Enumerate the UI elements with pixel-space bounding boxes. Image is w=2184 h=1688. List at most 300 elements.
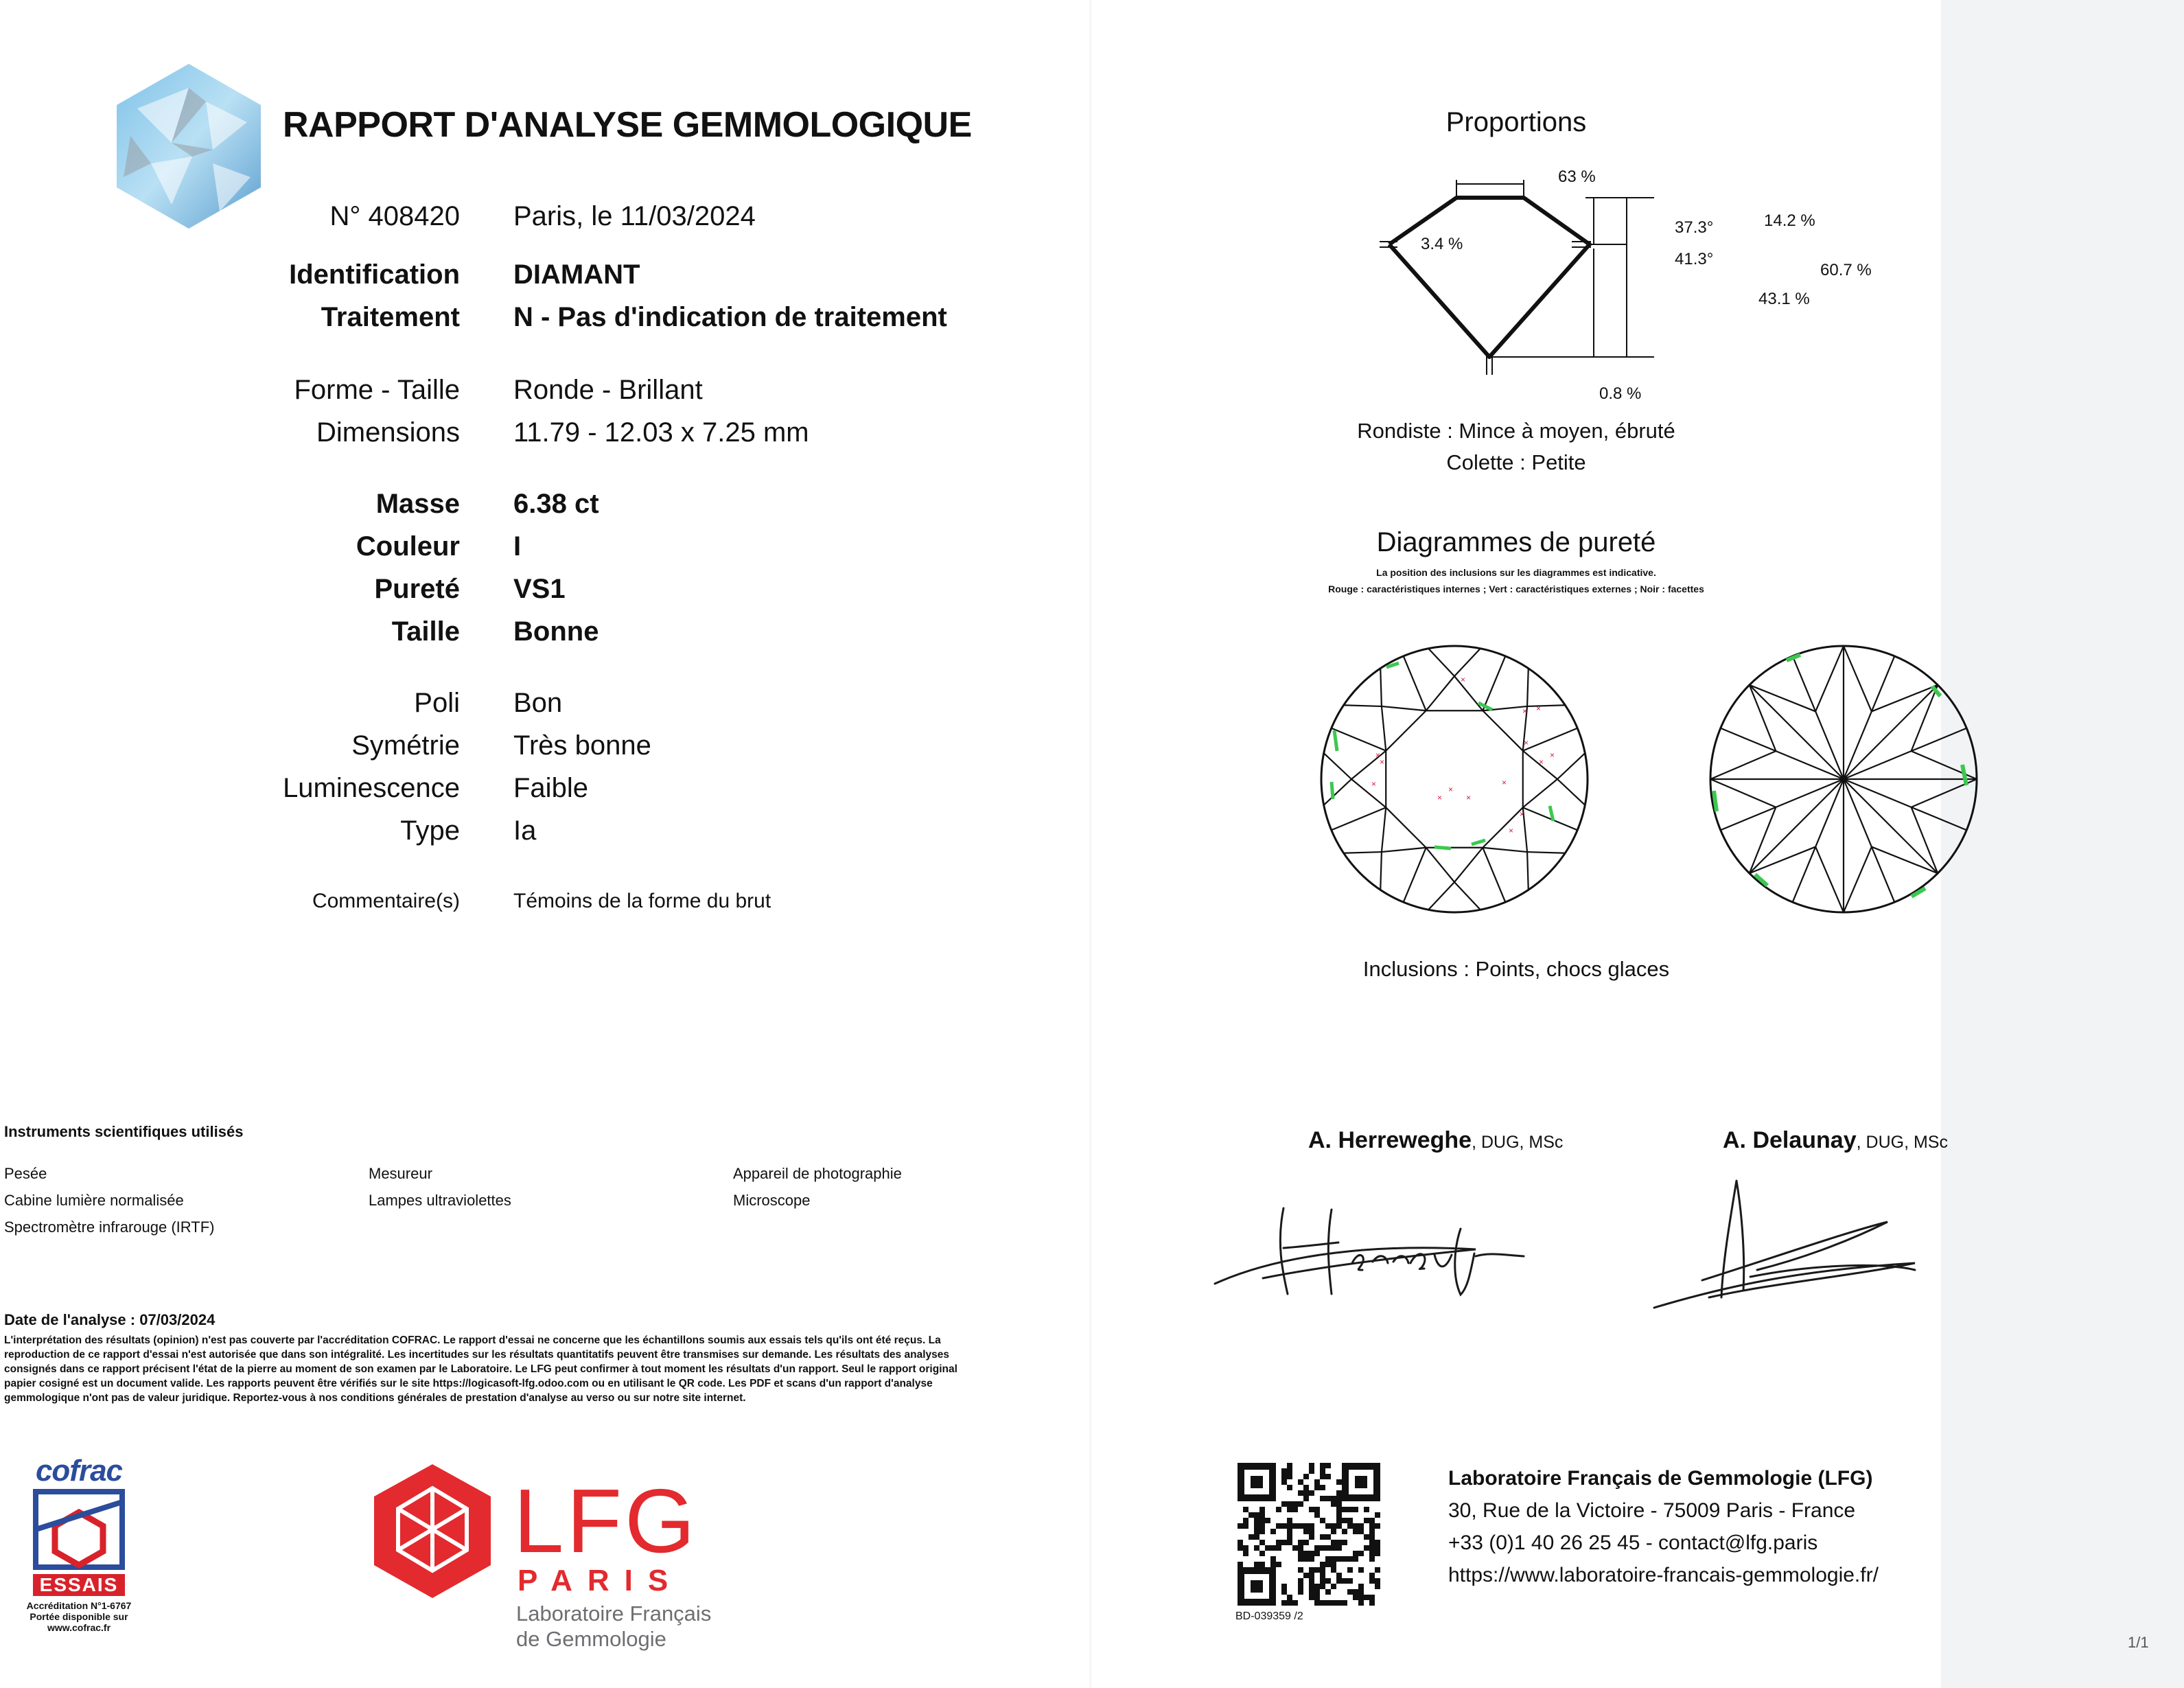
qr-module xyxy=(1320,1584,1325,1589)
qr-module xyxy=(1254,1545,1259,1551)
field-label: Pureté xyxy=(374,574,460,604)
qr-module xyxy=(1254,1529,1259,1534)
qr-module xyxy=(1287,1518,1292,1523)
field-value: Ia xyxy=(513,816,537,846)
qr-module xyxy=(1347,1523,1353,1529)
qr-module xyxy=(1325,1545,1331,1551)
qr-module xyxy=(1254,1534,1259,1540)
qr-module xyxy=(1259,1518,1265,1523)
qr-module xyxy=(1292,1507,1298,1512)
field-value: VS1 xyxy=(513,574,566,604)
crown-angle: 37.3° xyxy=(1675,218,1714,237)
upper-girdle-edge xyxy=(1557,779,1585,805)
field-value: 6.38 ct xyxy=(513,489,599,519)
qr-module xyxy=(1375,1523,1380,1529)
qr-module xyxy=(1320,1578,1325,1584)
qr-module xyxy=(1347,1578,1353,1584)
cofrac-essais-badge: ESSAIS xyxy=(33,1574,125,1596)
qr-module xyxy=(1281,1468,1287,1474)
qr-module xyxy=(1331,1567,1336,1573)
qr-reference: BD-039359 /2 xyxy=(1235,1610,1303,1622)
qr-module xyxy=(1336,1512,1342,1518)
lab-address: 30, Rue de la Victoire - 75009 Paris - France xyxy=(1448,1499,1856,1522)
internal-inclusion-mark: × xyxy=(1448,785,1454,794)
qr-module xyxy=(1276,1523,1281,1529)
upper-girdle-edge xyxy=(1454,649,1480,676)
qr-module xyxy=(1375,1567,1380,1573)
qr-module xyxy=(1303,1540,1309,1545)
qr-module xyxy=(1369,1545,1375,1551)
qr-module xyxy=(1336,1545,1342,1551)
lfg-hexagon-logo-icon xyxy=(371,1461,494,1602)
girdle-description: Rondiste : Mince à moyen, ébruté xyxy=(1357,419,1675,443)
external-inclusion-mark xyxy=(1787,655,1800,660)
star-facet-edge xyxy=(1426,676,1454,710)
qr-module xyxy=(1270,1556,1276,1562)
upper-girdle-edge xyxy=(1454,882,1480,910)
internal-inclusion-mark: × xyxy=(1509,826,1514,835)
star-facet-edge xyxy=(1523,779,1557,807)
report-left-page xyxy=(0,0,1091,1688)
instrument-item: Cabine lumière normalisée xyxy=(4,1192,184,1209)
internal-inclusion-mark: × xyxy=(1520,809,1525,819)
upper-girdle-edge xyxy=(1324,753,1351,779)
table-facet-edge xyxy=(1483,710,1522,750)
instrument-item: Appareil de photographie xyxy=(733,1165,902,1182)
lfg-name-line: Laboratoire Français xyxy=(516,1602,712,1626)
report-title: RAPPORT D'ANALYSE GEMMOLOGIQUE xyxy=(283,105,972,145)
upper-girdle-edge xyxy=(1324,779,1351,805)
qr-module xyxy=(1353,1507,1358,1512)
qr-module xyxy=(1254,1512,1259,1518)
qr-module xyxy=(1309,1567,1314,1573)
instrument-item: Mesureur xyxy=(369,1165,432,1182)
qr-module xyxy=(1292,1501,1298,1507)
qr-module xyxy=(1336,1573,1342,1578)
qr-module xyxy=(1320,1600,1325,1606)
qr-module xyxy=(1358,1595,1364,1600)
qr-module xyxy=(1353,1551,1358,1556)
qr-module xyxy=(1248,1512,1254,1518)
qr-module xyxy=(1314,1507,1320,1512)
external-inclusion-mark xyxy=(1962,765,1966,785)
qr-module xyxy=(1309,1534,1314,1540)
qr-module xyxy=(1358,1523,1364,1529)
qr-module xyxy=(1358,1529,1364,1534)
report-right-page xyxy=(1091,0,1948,1688)
upper-girdle-edge xyxy=(1380,669,1382,706)
kite-facet-edge xyxy=(1404,656,1426,710)
lfg-city: PARIS xyxy=(518,1564,684,1597)
disclaimer-line: L'interprétation des résultats (opinion) n'est pas couverte par l'accréditation COFRAC. Le rapport d'essai ne concerne que les échantillons soumis aux essais tels qu'ils ont été reçus. La xyxy=(4,1334,941,1346)
qr-module xyxy=(1259,1529,1265,1534)
girdle-thickness: 3.4 % xyxy=(1421,235,1463,253)
cofrac-site: www.cofrac.fr xyxy=(47,1622,111,1633)
qr-module xyxy=(1358,1567,1364,1573)
qr-module xyxy=(1303,1551,1309,1556)
field-value: Bon xyxy=(513,688,563,718)
qr-module xyxy=(1303,1490,1309,1496)
field-value: Très bonne xyxy=(513,730,651,761)
table-facet-edge xyxy=(1386,807,1426,847)
upper-girdle-edge xyxy=(1428,882,1454,910)
external-inclusion-mark xyxy=(1334,730,1337,751)
qr-module xyxy=(1298,1540,1303,1545)
qr-module xyxy=(1287,1468,1292,1474)
culet-description: Colette : Petite xyxy=(1446,450,1586,474)
field-label: Dimensions xyxy=(316,417,460,448)
qr-module xyxy=(1270,1562,1276,1567)
qr-module xyxy=(1369,1540,1375,1545)
table-percentage: 63 % xyxy=(1558,167,1596,186)
qr-module xyxy=(1314,1589,1320,1595)
signatory-title: , DUG, MSc xyxy=(1856,1133,1948,1152)
qr-module xyxy=(1331,1501,1336,1507)
internal-inclusion-mark: × xyxy=(1502,778,1507,787)
qr-module xyxy=(1309,1507,1314,1512)
qr-module xyxy=(1347,1507,1353,1512)
instrument-item: Microscope xyxy=(733,1192,811,1209)
table-facet-edge xyxy=(1483,807,1525,847)
qr-module xyxy=(1336,1496,1342,1501)
qr-module xyxy=(1254,1518,1259,1523)
qr-module xyxy=(1298,1551,1303,1556)
qr-module xyxy=(1276,1540,1281,1545)
field-value: Faible xyxy=(513,773,588,803)
qr-module xyxy=(1369,1600,1375,1606)
lab-phone-email: +33 (0)1 40 26 25 45 - contact@lfg.paris xyxy=(1448,1531,1818,1554)
qr-module xyxy=(1281,1584,1287,1589)
qr-module xyxy=(1303,1529,1309,1534)
qr-module xyxy=(1325,1589,1331,1595)
qr-module xyxy=(1298,1545,1303,1551)
qr-module xyxy=(1248,1534,1254,1540)
qr-module xyxy=(1336,1507,1342,1512)
qr-module xyxy=(1336,1540,1342,1545)
qr-module xyxy=(1287,1540,1292,1545)
signature-herreweghe xyxy=(1201,1181,1585,1304)
qr-module xyxy=(1314,1485,1320,1490)
qr-module xyxy=(1325,1556,1331,1562)
qr-module xyxy=(1320,1545,1325,1551)
qr-module xyxy=(1259,1512,1265,1518)
qr-module xyxy=(1254,1523,1259,1529)
lower-girdle-edge xyxy=(1912,751,1977,779)
qr-module xyxy=(1292,1523,1298,1529)
star-facet-edge xyxy=(1351,779,1386,807)
kite-facet-edge xyxy=(1483,656,1505,710)
inclusions-description: Inclusions : Points, chocs glaces xyxy=(1362,957,1670,981)
upper-girdle-edge xyxy=(1344,852,1382,853)
disclaimer-line: gemmologique n'ont pas de valeur juridique. Reportez-vous à nos conditions générales de prestation d'analyse au verso ou sur notre site internet. xyxy=(4,1392,746,1404)
qr-module xyxy=(1287,1463,1292,1468)
cofrac-scope: Portée disponible sur xyxy=(30,1611,128,1622)
qr-module xyxy=(1347,1556,1353,1562)
qr-module xyxy=(1364,1507,1369,1512)
qr-module xyxy=(1369,1518,1375,1523)
qr-module xyxy=(1281,1501,1287,1507)
upper-girdle-edge xyxy=(1344,705,1382,706)
qr-module xyxy=(1331,1540,1336,1545)
qr-module xyxy=(1358,1600,1364,1606)
internal-inclusion-mark: × xyxy=(1380,757,1385,767)
crown-height: 14.2 % xyxy=(1764,211,1815,230)
qr-module xyxy=(1320,1562,1325,1567)
external-inclusion-mark xyxy=(1434,847,1451,848)
lfg-wordmark: LFG xyxy=(513,1470,698,1571)
qr-module xyxy=(1238,1523,1243,1529)
table-facet-edge xyxy=(1386,710,1426,750)
qr-module xyxy=(1243,1545,1248,1551)
qr-module xyxy=(1298,1567,1303,1573)
kite-facet-edge xyxy=(1523,728,1577,751)
kite-facet-edge xyxy=(1404,848,1426,902)
qr-module xyxy=(1314,1584,1320,1589)
qr-module xyxy=(1342,1518,1347,1523)
disclaimer-line: consignés dans ce rapport précisent l'état de la pierre au moment de son examen par le Laboratoire. Le LFG peut confirmer à tout moment les résultats d'un rapport. Seul le rapport original xyxy=(4,1363,957,1375)
signatory-2 xyxy=(1723,1127,1948,1154)
qr-module xyxy=(1342,1507,1347,1512)
qr-module xyxy=(1320,1534,1325,1540)
qr-module xyxy=(1298,1556,1303,1562)
qr-module xyxy=(1265,1545,1270,1551)
qr-module xyxy=(1331,1496,1336,1501)
field-label: Traitement xyxy=(321,302,460,332)
qr-module xyxy=(1353,1529,1358,1534)
qr-module xyxy=(1336,1490,1342,1496)
qr-module xyxy=(1298,1523,1303,1529)
instruments-col-3 xyxy=(733,1160,902,1214)
qr-module xyxy=(1259,1507,1265,1512)
pavilion-main-edge xyxy=(1844,685,1938,779)
qr-module xyxy=(1292,1545,1298,1551)
pavilion-main-edge xyxy=(1750,685,1844,779)
qr-module xyxy=(1298,1501,1303,1507)
qr-module xyxy=(1254,1562,1259,1567)
qr-module xyxy=(1243,1507,1248,1512)
qr-module xyxy=(1369,1556,1375,1562)
qr-module xyxy=(1259,1540,1265,1545)
qr-module xyxy=(1287,1529,1292,1534)
proportions-title: Proportions xyxy=(1445,107,1587,137)
qr-module xyxy=(1314,1551,1320,1556)
internal-inclusion-mark: × xyxy=(1375,750,1381,760)
qr-module xyxy=(1314,1567,1320,1573)
qr-code-icon[interactable] xyxy=(1235,1461,1382,1608)
qr-module xyxy=(1287,1600,1292,1606)
kite-facet-edge xyxy=(1332,728,1386,751)
internal-inclusion-mark: × xyxy=(1466,793,1472,802)
upper-girdle-edge xyxy=(1557,753,1585,779)
qr-module xyxy=(1358,1584,1364,1589)
qr-module xyxy=(1287,1485,1292,1490)
field-label: Symétrie xyxy=(351,730,460,761)
qr-module xyxy=(1331,1545,1336,1551)
report-number: N° 408420 xyxy=(329,201,460,231)
qr-module xyxy=(1331,1523,1336,1529)
upper-girdle-edge xyxy=(1527,705,1565,706)
qr-module xyxy=(1309,1551,1314,1556)
qr-module xyxy=(1336,1523,1342,1529)
qr-module xyxy=(1281,1540,1287,1545)
signatory-name: A. Herreweghe xyxy=(1308,1127,1472,1153)
internal-inclusion-mark: × xyxy=(1522,706,1528,716)
qr-module xyxy=(1276,1507,1281,1512)
qr-module xyxy=(1309,1463,1314,1468)
qr-module xyxy=(1314,1479,1320,1485)
field-value: DIAMANT xyxy=(513,259,640,290)
qr-module xyxy=(1331,1556,1336,1562)
qr-module xyxy=(1303,1556,1309,1562)
qr-module xyxy=(1320,1468,1325,1474)
total-depth: 60.7 % xyxy=(1820,261,1872,279)
field-label: Type xyxy=(400,816,460,846)
qr-module xyxy=(1303,1474,1309,1479)
qr-module xyxy=(1292,1600,1298,1606)
instrument-item: Lampes ultraviolettes xyxy=(369,1192,511,1209)
total-depth-arrow xyxy=(1585,192,1654,364)
qr-module xyxy=(1336,1600,1342,1606)
qr-module xyxy=(1243,1518,1248,1523)
qr-module xyxy=(1238,1562,1243,1567)
qr-module xyxy=(1309,1468,1314,1474)
field-value: Ronde - Brillant xyxy=(513,375,703,405)
lab-website[interactable]: https://www.laboratoire-francais-gemmologie.fr/ xyxy=(1448,1564,1879,1586)
qr-module xyxy=(1276,1545,1281,1551)
qr-module xyxy=(1353,1523,1358,1529)
instrument-item: Pesée xyxy=(4,1165,47,1182)
qr-module xyxy=(1342,1540,1347,1545)
qr-module xyxy=(1347,1518,1353,1523)
star-facet-edge xyxy=(1454,848,1483,882)
lower-girdle-edge xyxy=(1710,751,1776,779)
qr-module xyxy=(1353,1556,1358,1562)
cofrac-accreditation: Accréditation N°1-6767 xyxy=(26,1600,132,1611)
qr-module xyxy=(1331,1584,1336,1589)
upper-girdle-edge xyxy=(1527,669,1529,706)
qr-module xyxy=(1336,1556,1342,1562)
qr-module xyxy=(1375,1551,1380,1556)
qr-module xyxy=(1309,1595,1314,1600)
qr-module xyxy=(1342,1600,1347,1606)
qr-module xyxy=(1325,1578,1331,1584)
qr-module xyxy=(1276,1562,1281,1567)
comment-value: Témoins de la forme du brut xyxy=(513,890,771,912)
qr-module xyxy=(1375,1584,1380,1589)
star-facet-edge xyxy=(1382,848,1426,852)
instruments-title: Instruments scientifiques utilisés xyxy=(4,1123,244,1140)
qr-module xyxy=(1336,1518,1342,1523)
field-label: Identification xyxy=(289,259,460,290)
qr-module xyxy=(1320,1518,1325,1523)
qr-module xyxy=(1320,1573,1325,1578)
qr-module xyxy=(1358,1551,1364,1556)
lfg-name-line: de Gemmologie xyxy=(516,1627,666,1651)
field-value: I xyxy=(513,531,522,562)
qr-module xyxy=(1287,1507,1292,1512)
qr-module xyxy=(1287,1523,1292,1529)
star-facet-edge xyxy=(1382,706,1386,751)
signatory-1 xyxy=(1308,1127,1563,1154)
qr-module xyxy=(1265,1518,1270,1523)
qr-module xyxy=(1270,1529,1276,1534)
disclaimer-line: papier cosigné est un document valide. Les rapports peuvent être vérifiés sur le site https://logicasoft-lfg.odoo.com ou en utilisant le QR code. Les PDF et scans d'un rapport d'analyse xyxy=(4,1378,933,1389)
qr-module xyxy=(1287,1595,1292,1600)
qr-module xyxy=(1314,1545,1320,1551)
star-facet-edge xyxy=(1382,807,1386,852)
qr-module xyxy=(1353,1589,1358,1595)
qr-module xyxy=(1364,1534,1369,1540)
internal-inclusion-mark: × xyxy=(1371,779,1377,789)
qr-module xyxy=(1243,1551,1248,1556)
qr-module xyxy=(1281,1589,1287,1595)
qr-module xyxy=(1309,1578,1314,1584)
qr-module xyxy=(1325,1496,1331,1501)
qr-module xyxy=(1375,1545,1380,1551)
qr-module xyxy=(1336,1479,1342,1485)
disclaimer xyxy=(4,1333,1089,1405)
field-label: Taille xyxy=(391,616,460,647)
lower-girdle-edge xyxy=(1844,646,1872,711)
lab-contact xyxy=(1448,1462,1879,1591)
star-facet-edge xyxy=(1483,848,1527,852)
qr-module xyxy=(1375,1578,1380,1584)
qr-module xyxy=(1320,1567,1325,1573)
qr-module xyxy=(1287,1534,1292,1540)
instruments-col-2 xyxy=(369,1160,511,1214)
instruments-col-1 xyxy=(4,1160,214,1240)
lower-girdle-edge xyxy=(1815,847,1844,912)
qr-module xyxy=(1325,1474,1331,1479)
qr-module xyxy=(1347,1567,1353,1573)
kite-facet-edge xyxy=(1332,807,1386,830)
qr-module xyxy=(1298,1584,1303,1589)
upper-girdle-edge xyxy=(1428,649,1454,676)
page-number: 1/1 xyxy=(2128,1634,2149,1651)
lower-girdle-edge xyxy=(1710,779,1776,807)
qr-module xyxy=(1303,1485,1309,1490)
culet-size: 0.8 % xyxy=(1599,384,1642,403)
qr-module xyxy=(1364,1595,1369,1600)
qr-module xyxy=(1320,1485,1325,1490)
internal-inclusion-mark: × xyxy=(1539,757,1544,767)
crown-diagram xyxy=(1316,641,1592,917)
qr-module xyxy=(1314,1595,1320,1600)
qr-module xyxy=(1325,1600,1331,1606)
qr-module xyxy=(1342,1556,1347,1562)
qr-module xyxy=(1320,1496,1325,1501)
qr-module xyxy=(1369,1551,1375,1556)
instrument-item: Spectromètre infrarouge (IRTF) xyxy=(4,1218,215,1236)
qr-module xyxy=(1342,1529,1347,1534)
qr-module xyxy=(1281,1523,1287,1529)
signatory-title: , DUG, MSc xyxy=(1472,1133,1564,1152)
purity-note: La position des inclusions sur les diagrammes est indicative. xyxy=(1376,567,1656,578)
qr-module xyxy=(1331,1562,1336,1567)
qr-module xyxy=(1309,1573,1314,1578)
qr-module xyxy=(1259,1551,1265,1556)
qr-module xyxy=(1303,1523,1309,1529)
qr-module xyxy=(1320,1463,1325,1468)
signature-delaunay xyxy=(1640,1167,1929,1318)
kite-facet-edge xyxy=(1483,848,1505,902)
pavilion-depth: 43.1 % xyxy=(1758,290,1810,308)
internal-inclusion-mark: × xyxy=(1550,750,1555,760)
external-inclusion-mark xyxy=(1714,791,1717,811)
qr-module xyxy=(1243,1523,1248,1529)
purity-title: Diagrammes de pureté xyxy=(1376,527,1656,557)
analysis-date: Date de l'analyse : 07/03/2024 xyxy=(4,1311,216,1328)
